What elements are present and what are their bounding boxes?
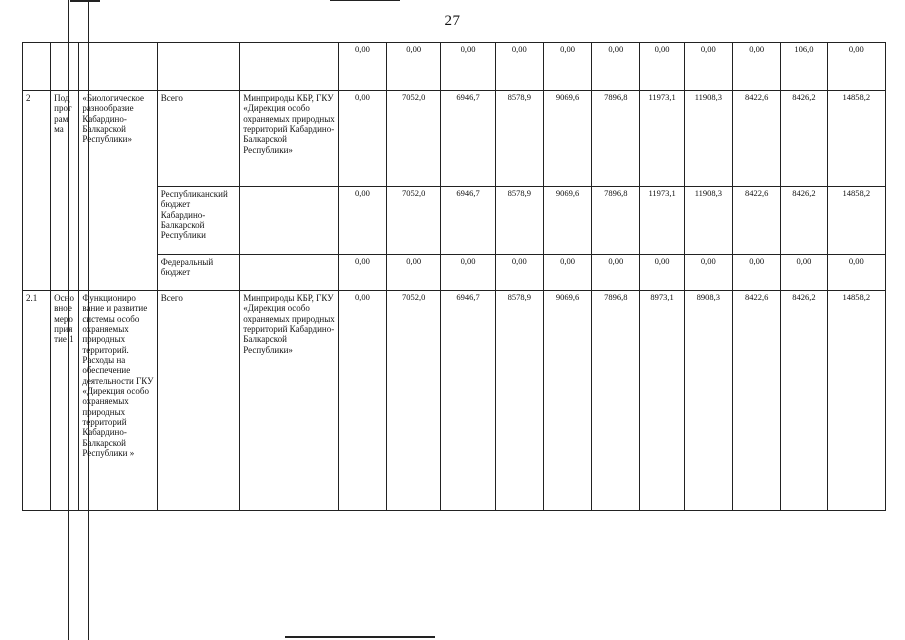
executor: Минприроды КБР, ГКУ «Дирекция особо охраняемых природных территорий Кабардино-Балкарской Республики» — [240, 291, 339, 511]
funding-source: Федеральный бюджет — [157, 255, 239, 291]
cell-value: 11973,1 — [640, 91, 684, 187]
budget-table — [22, 42, 886, 511]
cell-value: 9069,6 — [543, 187, 591, 255]
cell-value: 0,00 — [640, 255, 684, 291]
executor: Минприроды КБР, ГКУ «Дирекция особо охраняемых природных территорий Кабардино-Балкарской Республики» — [240, 91, 339, 187]
cell-value: 0,00 — [684, 255, 732, 291]
scan-top-line-2 — [330, 0, 400, 1]
cell-value: 0,00 — [387, 43, 441, 91]
cell-value: 8422,6 — [733, 187, 781, 255]
executor — [240, 255, 339, 291]
cell-value: 8426,2 — [781, 187, 827, 255]
cell-value: 7052,0 — [387, 187, 441, 255]
cell-value: 14858,2 — [827, 187, 885, 255]
cell-value: 7896,8 — [592, 187, 640, 255]
cell-value: 14858,2 — [827, 291, 885, 511]
cell-value: 0,00 — [592, 43, 640, 91]
executor — [240, 187, 339, 255]
cell-value: 9069,6 — [543, 291, 591, 511]
cell-value: 106,0 — [781, 43, 827, 91]
funding-source: Республиканский бюджет Кабардино-Балкарской Республики — [157, 187, 239, 255]
funding-source: Всего — [157, 91, 239, 187]
table-row-top — [23, 43, 886, 91]
scan-top-line — [70, 0, 100, 2]
row-number: 2 — [23, 91, 51, 291]
cell-value: 11908,3 — [684, 187, 732, 255]
cell-value: 8973,1 — [640, 291, 684, 511]
cell-value: 8578,9 — [495, 187, 543, 255]
cell-value: 0,00 — [827, 43, 885, 91]
cell-value: 0,00 — [781, 255, 827, 291]
cell-value: 8908,3 — [684, 291, 732, 511]
cell-value: 8578,9 — [495, 291, 543, 511]
cell-value: 0,00 — [441, 43, 495, 91]
cell-value: 7052,0 — [387, 291, 441, 511]
cell-value: 0,00 — [592, 255, 640, 291]
cell-value: 0,00 — [338, 187, 386, 255]
cell-value: 0,00 — [733, 255, 781, 291]
row-kind: Под прог рам ма — [51, 91, 79, 291]
cell-value: 0,00 — [543, 255, 591, 291]
cell-value: 0,00 — [338, 291, 386, 511]
cell-value: 9069,6 — [543, 91, 591, 187]
funding-source: Всего — [157, 291, 239, 511]
cell-value: 8422,6 — [733, 91, 781, 187]
cell-value: 6946,7 — [441, 187, 495, 255]
row-name: «Биологическое разнообразие Кабардино-Балкарской Республики» — [79, 91, 157, 291]
cell-value: 0,00 — [495, 255, 543, 291]
scan-bottom-line — [285, 636, 435, 638]
cell-value: 6946,7 — [441, 291, 495, 511]
cell-value: 8578,9 — [495, 91, 543, 187]
cell-value: 0,00 — [640, 43, 684, 91]
cell-value: 0,00 — [733, 43, 781, 91]
cell-value: 6946,7 — [441, 91, 495, 187]
cell-value: 0,00 — [827, 255, 885, 291]
cell-value: 0,00 — [441, 255, 495, 291]
cell-value: 0,00 — [387, 255, 441, 291]
cell-value: 11973,1 — [640, 187, 684, 255]
cell-value: 8426,2 — [781, 291, 827, 511]
cell-value: 0,00 — [495, 43, 543, 91]
row-kind: Осно вное меро прия тие 1 — [51, 291, 79, 511]
cell-value: 0,00 — [338, 43, 386, 91]
cell-value: 7052,0 — [387, 91, 441, 187]
row-name: Функциониро вание и развитие системы особо охраняемых природных территорий. Расходы на обеспечение деятельности ГКУ «Дирекция особо охраняемых природных территорий Кабардино-Балкарской Республики » — [79, 291, 157, 511]
cell-value: 0,00 — [543, 43, 591, 91]
page-number: 27 — [444, 13, 461, 29]
table-row-subprogram-total — [23, 91, 886, 187]
cell-value: 0,00 — [338, 255, 386, 291]
cell-value: 7896,8 — [592, 291, 640, 511]
row-number: 2.1 — [23, 291, 51, 511]
cell-value: 0,00 — [338, 91, 386, 187]
cell-value: 7896,8 — [592, 91, 640, 187]
table-row-main-activity — [23, 291, 886, 511]
cell-value: 14858,2 — [827, 91, 885, 187]
cell-value: 8426,2 — [781, 91, 827, 187]
cell-value: 8422,6 — [733, 291, 781, 511]
cell-value: 0,00 — [684, 43, 732, 91]
cell-value: 11908,3 — [684, 91, 732, 187]
